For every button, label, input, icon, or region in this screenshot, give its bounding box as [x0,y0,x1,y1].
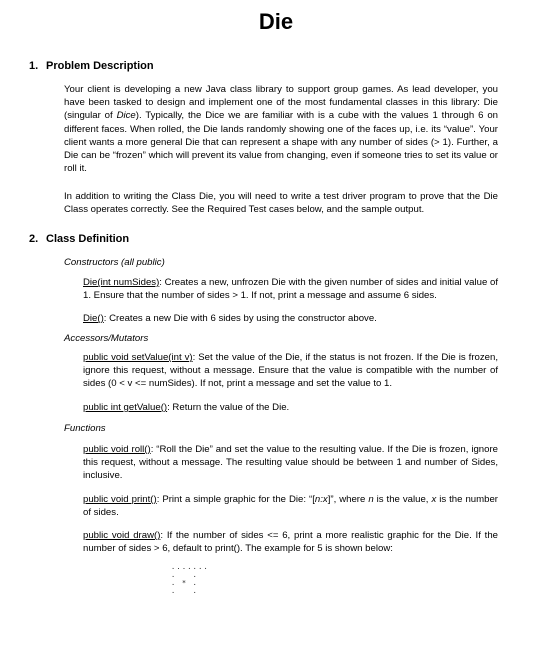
method-description: is the number of sides. [83,494,498,519]
method-setvalue [83,351,498,391]
variable-n: n [368,494,374,505]
die-example-line: ....... [171,563,209,571]
accessors-heading: Accessors/Mutators [64,333,149,344]
method-signature: Die(int numSides) [83,277,160,288]
paragraph-text: ). Typically, the Dice we are familiar with is a cube with the values 1 through 6 on different faces. When rolled, the Die lands randomly showing one of the faces up, i.e. its “value”. Your client wants a more general Die that can represent a shape with any number of sides (> 1). Further, a Die can be “frozen” which will prevent its value from changing, even if someone tries to set its value or roll it. [64,110,498,175]
page-title: Die [258,9,294,34]
constructor-die-default [83,312,498,325]
emphasis-text: Dice [116,110,136,122]
method-description: : Return the value of the Die. [167,402,290,413]
section-heading-problem-description [29,59,154,73]
format-text: n:x [314,494,328,505]
functions-heading: Functions [64,423,106,434]
die-example-line: . * . [171,579,199,587]
method-description: is the value, [373,494,432,505]
method-description: ]”, where [327,494,369,505]
method-description: : Print a simple graphic for the Die: “[ [156,494,315,505]
method-signature: public void draw() [83,530,161,541]
method-description: : “Roll the Die” and set the value to the resulting value. If the Die is frozen, ignore this request, without a message. The resulting value should be between 1 and number of Sides, inclusive. [83,444,498,482]
paragraph-text: Your client is developing a new Java class library to support group games. As lead developer, you have been tasked to design and implement one of the most fundamental classes in this library: Die (singular of [64,84,498,122]
section-title: Class Definition [46,233,130,245]
constructor-die-numsides [83,276,498,302]
method-signature: public void roll() [83,444,151,455]
method-description: : Set the value of the Die, if the status is not frozen. If the Die is frozen, ignore this request, without a message. Ensure that the value is compatible with the number of sides (0 < v <= numSides). If not, print a message and set the value to 1. [83,352,498,390]
test-driver-paragraph: In addition to writing the Class Die, you will need to write a test driver program to prove that the Die Class operates correctly. See the Required Test cases below, and the sample output. [64,191,498,216]
method-signature: public void print() [83,494,157,505]
die-example-line: . . [171,571,199,579]
section-number: 2. [29,233,39,245]
method-description: : Creates a new, unfrozen Die with the given number of sides and initial value of 1. Ensure that the number of sides > 1. If not, print a message and assume 6 sides. [83,277,499,302]
method-print [83,493,498,519]
section-title: Problem Description [46,60,154,72]
die-example-line: . . [171,587,199,595]
method-description: : Creates a new Die with 6 sides by using the constructor above. [103,313,377,324]
constructors-heading: Constructors (all public) [64,257,165,268]
variable-x: x [431,494,437,505]
method-roll [83,443,498,483]
method-signature: public void setValue(int v) [83,352,193,363]
method-getvalue [83,401,498,414]
method-signature: public int getValue() [83,402,168,413]
section-heading-class-definition [29,232,129,246]
method-draw [83,529,498,555]
section-number: 1. [29,60,39,72]
method-description: : If the number of sides <= 6, print a more realistic graphic for the Die. If the number of sides > 6, default to print(). The example for 5 is shown below: [83,530,498,555]
method-signature: Die() [83,313,104,324]
problem-description-paragraph [64,83,498,175]
